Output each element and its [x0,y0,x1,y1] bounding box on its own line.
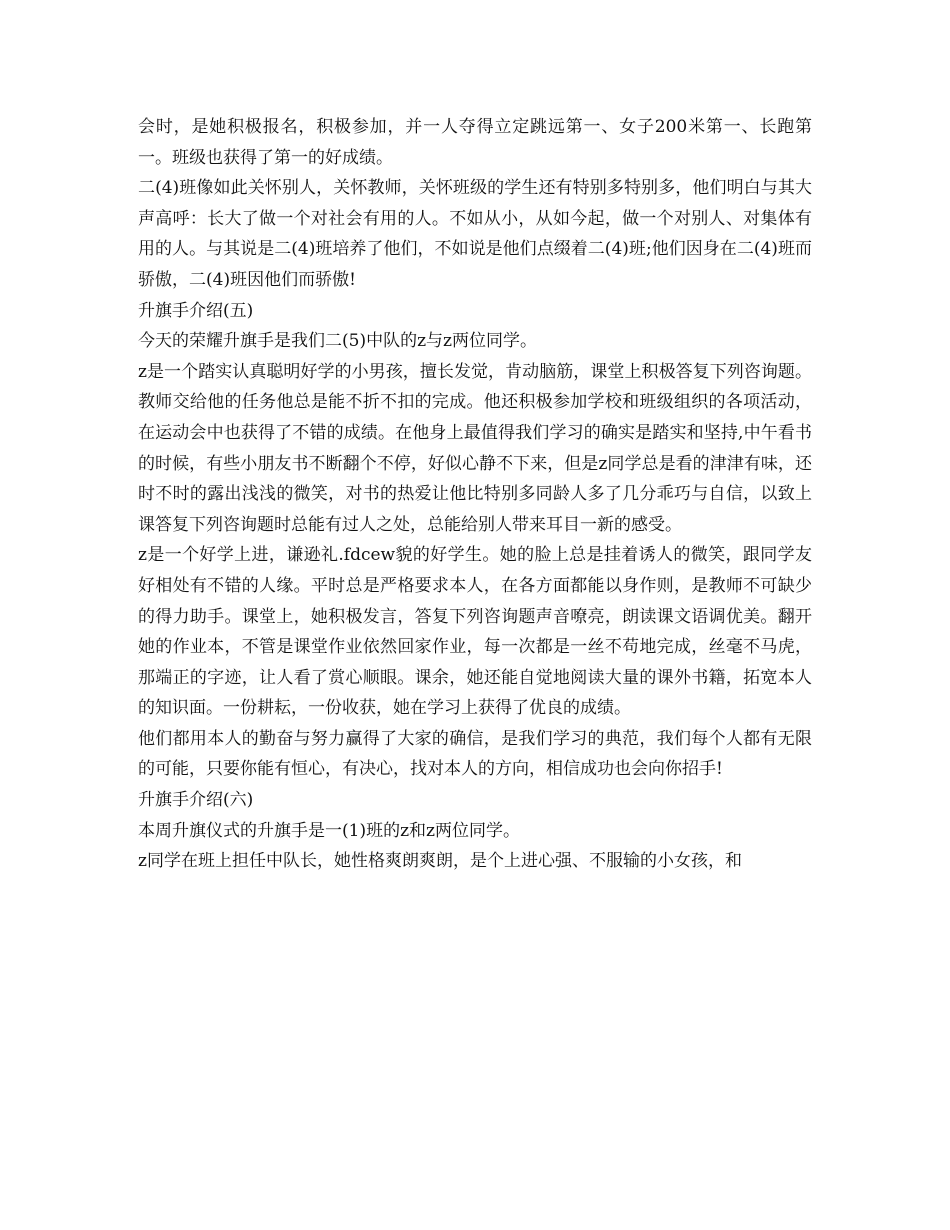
paragraph-class-2-4: 二(4)班像如此关怀别人，关怀教师，关怀班级的学生还有特别多特别多，他们明白与其大声高呼：长大了做一个对社会有用的人。不如从小，从如今起，做一个对别人、对集体有用的人。与其说是二(4)班培养了他们，不如说是他们点缀着二(4)班;他们因身在二(4)班而骄傲，二(4)班因他们而骄傲! [138,178,812,290]
paragraph-squadron-leader: z同学在班上担任中队长，她性格爽朗爽朗，是个上进心强、不服输的小女孩，和 [138,851,742,872]
paragraph-boy-student: z是一个踏实认真聪明好学的小男孩，擅长发觉，肯动脑筋，课堂上积极答复下列咨询题。教师交给他的任务他总是能不折不扣的完成。他还积极参加学校和班级组织的各项活动，在运动会中也获得了不错的成绩。在他身上最值得我们学习的确实是踏实和坚持,中午看书的时候，有些小朋友书不断翻个不停，好似心静不下来，但是z同学总是看的津津有味，还时不时的露出浅浅的微笑，对书的热爱让他比特别多同龄人多了几分乖巧与自信，以致上课答复下列咨询题时总能有过人之处，总能给别人带来耳目一新的感受。 [138,361,812,535]
paragraph-conclusion: 他们都用本人的勤奋与努力赢得了大家的确信，是我们学习的典范，我们每个人都有无限的可能，只要你能有恒心，有决心，找对本人的方向，相信成功也会向你招手! [138,728,812,780]
heading-flag-raiser-6: 升旗手介绍(六) [138,790,254,811]
paragraph-sports-meet: 会时，是她积极报名，积极参加，并一人夺得立定跳远第一、女子200米第一、长跑第一。班级也获得了第一的好成绩。 [138,117,812,168]
document-body [138,112,812,877]
paragraph-intro-class-1-1: 本周升旗仪式的升旗手是一(1)班的z和z两位同学。 [138,820,520,841]
paragraph-intro-class-2-5: 今天的荣耀升旗手是我们二(5)中队的z与z两位同学。 [138,331,537,352]
heading-flag-raiser-5: 升旗手介绍(五) [138,300,254,321]
paragraph-girl-student: z是一个好学上进，谦逊礼.fdcew貌的好学生。她的脸上总是挂着诱人的微笑，跟同学友好相处有不错的人缘。平时总是严格要求本人，在各方面都能以身作则，是教师不可缺少的得力助手。课堂上，她积极发言，答复下列咨询题声音嘹亮，朗读课文语调优美。翻开她的作业本，不管是课堂作业依然回家作业，每一次都是一丝不苟地完成，丝毫不马虎，那端正的字迹，让人看了赏心顺眼。课余，她还能自觉地阅读大量的课外书籍，拓宽本人的知识面。一份耕耘，一份收获，她在学习上获得了优良的成绩。 [138,545,812,719]
